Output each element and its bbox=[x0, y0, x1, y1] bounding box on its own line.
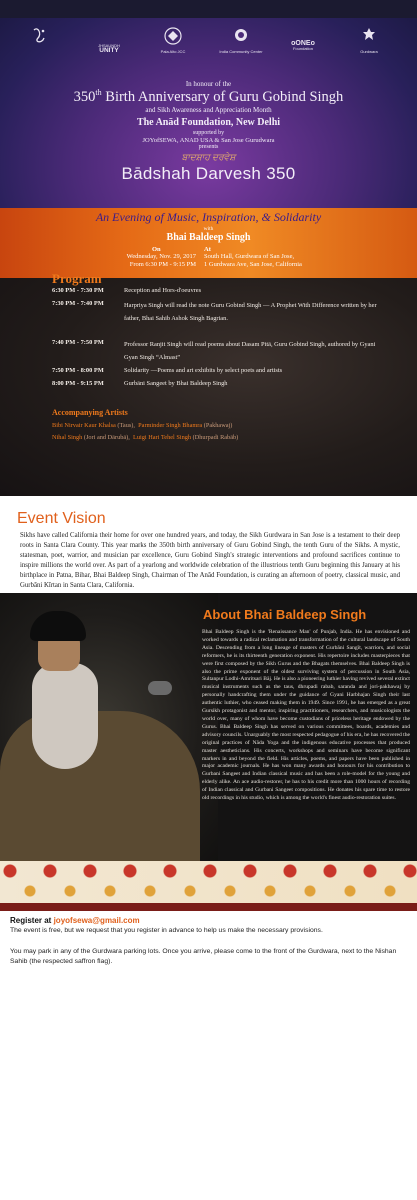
oneo-logo bbox=[280, 26, 326, 51]
photo-beard bbox=[32, 663, 98, 769]
photo-microphone bbox=[148, 681, 172, 695]
event-details-band bbox=[0, 208, 417, 278]
featured-artist: Bhai Baldeep Singh bbox=[166, 232, 251, 243]
artist-photo bbox=[0, 593, 218, 861]
program-desc: Reception and Hors-d'oeuvres bbox=[124, 287, 202, 294]
program-desc: Gurbāni Sangeet by Bhai Baldeep Singh bbox=[124, 380, 228, 387]
register-email-link[interactable]: joyofsewa@gmail.com bbox=[53, 916, 140, 925]
circle-emblem-icon bbox=[162, 26, 184, 46]
icc-logo bbox=[218, 26, 264, 54]
event-name: Bādshah Darvesh 350 bbox=[121, 164, 296, 183]
event-time: From 6:30 PM - 9:15 PM bbox=[129, 261, 196, 268]
event-vision-text: Sikhs have called California their home for over one hundred years, and today, the Sikh Gurdwara in San Jose is a testament to their deep roots in Santa Clara County. This year marks the 350th birth anniversary of Guru Gobind Singh, the tenth Guru of the Sikhs. A mystic, statesman, poet, warrior, and musician par excellence, Guru Gobind Singh's strategic interventions and profound sacrifices continue to inspire millions the world over. As part of a yearlong and worldwide celebration of the illustrious tenth Guru beginning this January at his birthplace in Patna, Bihar, Bhai Baldeep Singh, Chairman of The Anād Foundation, is curating an afternoon of poetry, classical music, and Gurbāni Kīrtan in Santa Clara, California. bbox=[20, 532, 400, 589]
unity-name: UNITY bbox=[99, 47, 119, 54]
program-time: 7:50 PM - 8:00 PM bbox=[52, 367, 104, 374]
program-desc: Harpriya Singh will read the note Guru Gobind Singh — A Prophet With Difference written by her father, Bhai Sahib Ashok Singh Bagrian. bbox=[124, 302, 377, 322]
parking-note: You may park in any of the Gurdwara parking lots. Once you arrive, please come to the front of the Gurdwara, next to the Nishan Sahib (the respected saffron flag). bbox=[10, 948, 397, 965]
organizer: The Anād Foundation, New Delhi bbox=[136, 117, 281, 128]
event-vision-heading: Event Vision bbox=[17, 510, 106, 527]
program-desc: Solidarity —Poems and art exhibits by select poets and artists bbox=[124, 367, 283, 374]
gurdwara-emblem-icon bbox=[358, 26, 380, 46]
artists-line-1 bbox=[52, 422, 232, 429]
artists-line-2 bbox=[52, 434, 238, 441]
about-heading: About Bhai Baldeep Singh bbox=[203, 607, 367, 622]
jcc-logo bbox=[150, 26, 196, 54]
program-item bbox=[52, 338, 382, 362]
header-banner bbox=[0, 0, 417, 208]
tagline: An Evening of Music, Inspiration, & Solidarity bbox=[95, 210, 322, 224]
title-number: 350 bbox=[73, 88, 96, 105]
unity-sub: JHSAUNDH bbox=[98, 43, 120, 48]
title-suffix: th bbox=[95, 88, 102, 97]
gurdwara-sub: Gurdwara bbox=[360, 49, 378, 54]
khanda-calligraphy-logo bbox=[16, 26, 62, 49]
photo-turban bbox=[30, 611, 86, 641]
presents: presents bbox=[198, 144, 219, 150]
program-item bbox=[52, 286, 382, 296]
program-time: 7:40 PM - 7:50 PM bbox=[52, 339, 104, 346]
with-label: with bbox=[203, 226, 214, 232]
title-rest: Birth Anniversary of Guru Gobind Singh bbox=[101, 88, 344, 105]
icc-emblem-icon bbox=[230, 26, 252, 46]
accompanying-heading: Accompanying Artists bbox=[52, 408, 128, 417]
oneo-sub: Foundation bbox=[292, 46, 313, 51]
about-text: Bhai Baldeep Singh is the 'Renaissance Man' of Punjab, India. He has envisioned and worked towards a radical reclamation and transformation of the cultural landscape of South Asia. Descending from a long lineage of masters of Gurbāni Sangīt, warriors, and social reformers, he is its thirteenth generation exponent. His repertoire includes masterpieces that were first composed by the Sikh Gurus and the Bhagats themselves. Bhai Baldeep Singh is also the prime exponent of the oldest surviving system of percussion in South Asia, Sultanpur Lodhi-Amritsari Bāj. He is also a pioneering luthier having revived several extinct musical instruments such as the taus, dhrupadi rabab, saranda and jori-pakhawaj by personally handcrafting them under the guidance of Gyani Harbhajan Singh their last authentic luthier, who ceased making them in 1949. Since 1991, he has emerged as a great Gursikh protagonist and mentor, inspiring practitioners, researchers, and musicologists the world over, many of whom have become custodians of priceless heritage endowed by the Gurus. Bhai Baldeep Singh has served on various committees, boards, academies and advisory councils. Unarguably the most respected pedagogue of his era, he has recovered the original practices of Nāda Yoga and the indigenous educative processes that produced master aestheticians. His concerts, workshops and seminars have become significant markers in and beyond the field. His articles, poems, and papers have been published in major academic journals. He has won many awards and honours for his contribution to Gurbani Sangeet and Indian classical music and has been a role-model for the young and elderly alike. An ace audio-restorer, he has to his credit more than 1000 hours of recording of Indian classical and Gurbani Sangeet compositions. He donates his spare time to restore old recordings in his studio, which is among the world's finest audio-restoration suites. bbox=[202, 629, 410, 802]
venue-line-2: 1 Gurdwara Ave, San Jose, California bbox=[204, 261, 302, 268]
khanda-calligraphy-icon bbox=[28, 26, 50, 46]
on-label: On bbox=[152, 246, 161, 253]
oneo-name: oONEo bbox=[291, 40, 315, 47]
artist-name: Bibi Nirvair Kaur Khalsa bbox=[52, 422, 116, 429]
unity-logo bbox=[86, 26, 132, 53]
event-where bbox=[204, 253, 302, 269]
register-label: Register at bbox=[10, 916, 54, 925]
jcc-sub: Pala Alto JCC bbox=[160, 49, 186, 54]
register-line bbox=[10, 916, 140, 925]
unity-mark bbox=[98, 26, 120, 40]
program-item bbox=[52, 299, 382, 331]
honour-line: In honour of the bbox=[185, 80, 232, 88]
program-time: 7:30 PM - 7:40 PM bbox=[52, 300, 104, 307]
program-desc: Professor Ranjit Singh will read poems about Dasam Pitā, Guru Gobind Singh, authored by Gyani Gyan Singh “Almast” bbox=[124, 341, 376, 361]
artist-name: Luigi Hari Tehel Singh bbox=[133, 434, 192, 441]
artist-name: Parminder Singh Bhamra bbox=[138, 422, 203, 429]
artist-instrument: (Jori and Dārubā), bbox=[83, 434, 130, 441]
program-heading: Program bbox=[52, 271, 102, 286]
event-vision-section bbox=[0, 496, 417, 592]
register-section bbox=[0, 911, 417, 1200]
artist-instrument: (Pakhawaj) bbox=[203, 422, 233, 429]
gurdwara-logo bbox=[346, 26, 392, 54]
artist-name: Nihal Singh bbox=[52, 434, 83, 441]
gurmukhi-title: ਬਾਦਸ਼ਾਹ ਦਰਵੇਸ਼ bbox=[181, 152, 236, 162]
decorative-border bbox=[0, 903, 417, 911]
event-when bbox=[96, 253, 196, 269]
photo-shawl bbox=[0, 711, 200, 861]
oneo-mark bbox=[292, 26, 314, 38]
program-item bbox=[52, 379, 382, 389]
at-label: At bbox=[204, 246, 211, 253]
top-bar bbox=[0, 0, 417, 18]
supported-by: supported by bbox=[192, 130, 225, 136]
venue-line-1: South Hall, Gurdwara of San Jose, bbox=[204, 253, 295, 260]
artist-instrument: (Taus), bbox=[117, 422, 135, 429]
event-date: Wednesday, Nov. 29, 2017 bbox=[126, 253, 196, 260]
sponsor-logos bbox=[0, 26, 417, 68]
artist-instrument: (Dhurpadi Rabāb) bbox=[192, 434, 239, 441]
program-item bbox=[52, 366, 382, 376]
about-section bbox=[0, 593, 417, 861]
program-time: 8:00 PM - 9:15 PM bbox=[52, 380, 104, 387]
icc-sub: India Community Center bbox=[219, 49, 263, 54]
decorative-pattern bbox=[0, 861, 417, 903]
main-title bbox=[0, 88, 417, 106]
program-section bbox=[0, 271, 417, 496]
title-subtitle: and Sikh Awareness and Appreciation Month bbox=[145, 106, 272, 114]
program-time: 6:30 PM - 7:30 PM bbox=[52, 287, 104, 294]
register-free-note: The event is free, but we request that you register in advance to help us make the necessary provisions. bbox=[10, 927, 323, 934]
sponsors: JOYofSEWA, ANAD USA & San Jose Gurudwara bbox=[142, 137, 275, 144]
